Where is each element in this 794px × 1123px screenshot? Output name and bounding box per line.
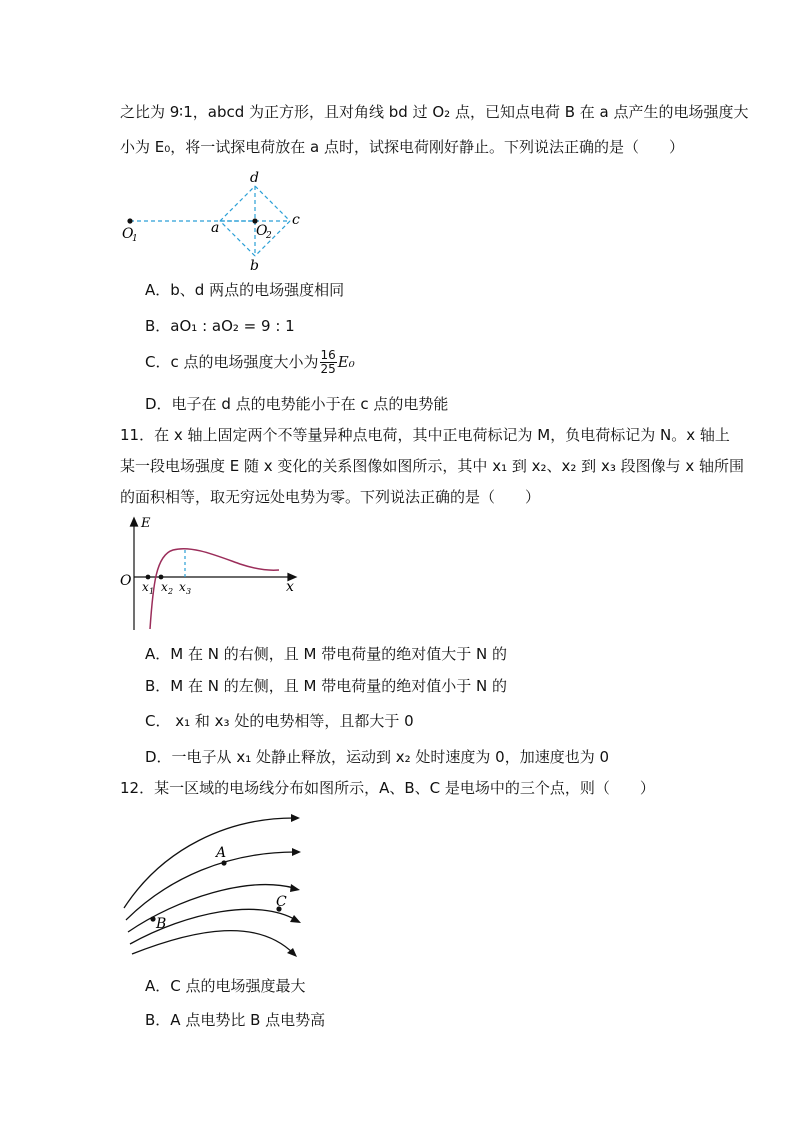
arrow-2 — [292, 848, 301, 856]
q10-stem-line2: 小为 E₀，将一试探电荷放在 a 点时，试探电荷刚好静止。下列说法正确的是（ ） — [120, 138, 684, 156]
label-x2: x — [161, 580, 168, 594]
label-origin: O — [120, 573, 132, 589]
arrow-1 — [291, 814, 300, 822]
label-x3-sub: 3 — [186, 587, 192, 596]
label-a: a — [211, 220, 220, 236]
q12-option-a: A．C 点的电场强度最大 — [145, 977, 306, 995]
label-e: E — [141, 516, 151, 531]
q10-option-c-text: C．c 点的电场强度大小为 — [145, 353, 319, 371]
label-b: b — [250, 258, 259, 274]
q12-option-b: B．A 点电势比 B 点电势高 — [145, 1011, 326, 1029]
fraction-denominator: 25 — [320, 362, 336, 376]
fraction-numerator: 16 — [320, 348, 336, 362]
label-x1: x — [142, 580, 149, 594]
arrow-3 — [290, 884, 300, 892]
q11-stem-line1: 11．在 x 轴上固定两个不等量异种点电荷，其中正电荷标记为 M，负电荷标记为 N。x 轴上 — [120, 426, 730, 444]
point-x2 — [159, 575, 164, 580]
e-axis-arrow — [131, 518, 138, 526]
label-x1-sub: 1 — [149, 587, 155, 596]
square-ad — [220, 186, 255, 221]
q11-option-d: D．一电子从 x₁ 处静止释放，运动到 x₂ 处时速度为 0，加速度也为 0 — [145, 748, 610, 766]
q10-option-a: A．b、d 两点的电场强度相同 — [145, 281, 345, 299]
label-a: A — [216, 845, 227, 861]
point-o1 — [127, 218, 132, 223]
q10-option-b: B．aO₁ : aO₂ = 9 : 1 — [145, 317, 295, 335]
label-d: d — [250, 170, 259, 186]
q12-field-lines-figure — [118, 808, 308, 958]
arrow-4 — [290, 915, 301, 923]
label-x2-sub: 2 — [168, 587, 174, 596]
label-o1: O — [122, 226, 134, 242]
q10-stem-line1: 之比为 9∶1，abcd 为正方形，且对角线 bd 过 O₂ 点，已知点电荷 B 在 a 点产生的电场强度大 — [120, 103, 749, 121]
point-x1 — [146, 575, 151, 580]
q11-stem-line3: 的面积相等，取无穷远处电势为零。下列说法正确的是（ ） — [120, 488, 541, 506]
q10-option-c — [145, 348, 355, 376]
square-ba — [220, 221, 255, 256]
point-b — [150, 916, 155, 921]
label-b: B — [156, 916, 167, 932]
label-x3: x — [179, 580, 186, 594]
square-dc — [255, 186, 290, 221]
field-line-3 — [128, 885, 294, 932]
q11-option-c: C． x₁ 和 x₃ 处的电势相等，且都大于 0 — [145, 712, 414, 730]
field-line-2 — [126, 852, 295, 920]
field-line-1 — [124, 818, 294, 908]
q11-option-b: B．M 在 N 的左侧，且 M 带电荷量的绝对值小于 N 的 — [145, 677, 507, 695]
label-o2-sub: 2 — [266, 231, 272, 241]
label-o1-sub: 1 — [132, 234, 138, 244]
point-a — [221, 860, 226, 865]
q11-graph — [115, 515, 305, 633]
q10-option-c-e0: E₀ — [337, 353, 355, 371]
label-c: c — [292, 212, 300, 228]
q10-option-c-fraction — [320, 349, 337, 376]
field-line-5 — [132, 931, 294, 954]
label-x: x — [286, 579, 294, 595]
q11-option-a: A．M 在 N 的右侧，且 M 带电荷量的绝对值大于 N 的 — [145, 645, 507, 663]
q12-stem: 12．某一区域的电场线分布如图所示，A、B、C 是电场中的三个点，则（ ） — [120, 779, 655, 797]
q10-figure — [110, 168, 320, 276]
label-o2: O — [256, 223, 268, 239]
q11-stem-line2: 某一段电场强度 E 随 x 变化的关系图像如图所示，其中 x₁ 到 x₂、x₂ 到 x₃ 段图像与 x 轴所围 — [120, 457, 745, 475]
label-c: C — [276, 894, 287, 910]
q10-option-d: D．电子在 d 点的电势能小于在 c 点的电势能 — [145, 395, 449, 413]
